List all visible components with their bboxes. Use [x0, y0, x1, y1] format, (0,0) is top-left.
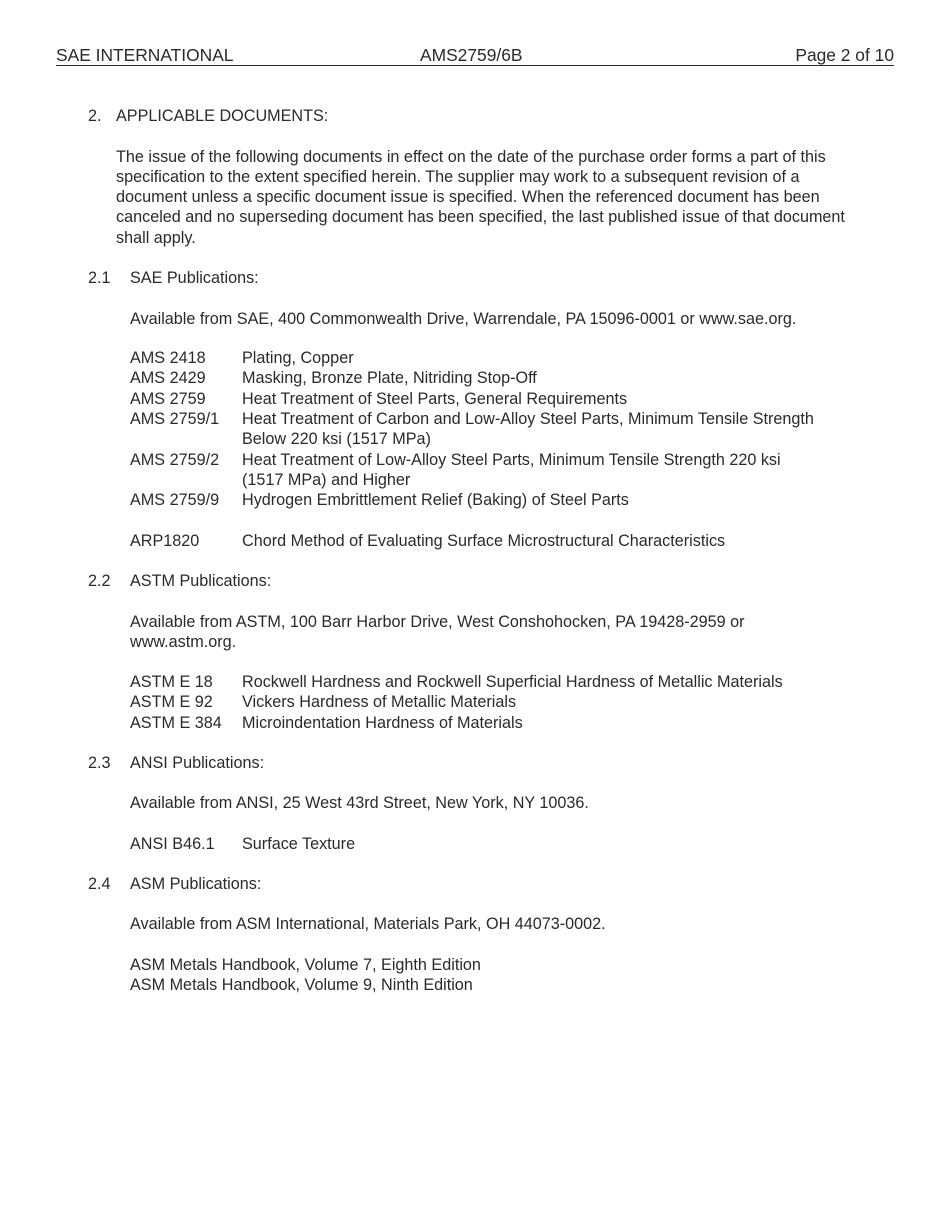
- doc-title: Hydrogen Embrittlement Relief (Baking) of Steel Parts: [242, 491, 629, 509]
- subsection-title: SAE Publications:: [130, 269, 259, 287]
- doc-title: Plating, Copper: [242, 349, 354, 367]
- doc-code: ASTM E 92: [130, 693, 213, 711]
- doc-code: AMS 2429: [130, 369, 206, 387]
- section-number: 2.: [88, 107, 102, 125]
- subsection-number: 2.4: [88, 875, 111, 893]
- doc-title: Heat Treatment of Carbon and Low-Alloy Steel Parts, Minimum Tensile Strength: [242, 410, 814, 428]
- doc-title: Chord Method of Evaluating Surface Microstructural Characteristics: [242, 532, 726, 550]
- doc-code: ANSI B46.1: [130, 835, 215, 853]
- doc-title: Heat Treatment of Low-Alloy Steel Parts, Minimum Tensile Strength 220 ksi: [242, 451, 781, 469]
- paragraph-line: The issue of the following documents in effect on the date of the purchase order forms a part of this: [116, 148, 826, 166]
- subsection-number: 2.2: [88, 572, 111, 590]
- paragraph-line: specification to the extent specified herein. The supplier may work to a subsequent revision of a: [116, 168, 800, 186]
- availability-text: Available from ANSI, 25 West 43rd Street, New York, NY 10036.: [130, 794, 589, 812]
- subsection-number: 2.1: [88, 269, 111, 287]
- doc-title: ASM Metals Handbook, Volume 7, Eighth Edition: [130, 956, 481, 974]
- doc-title: ASM Metals Handbook, Volume 9, Ninth Edition: [130, 976, 473, 994]
- availability-text: www.astm.org.: [130, 633, 237, 651]
- paragraph-line: canceled and no superseding document has been specified, the last published issue of that document: [116, 208, 845, 226]
- doc-title-continued: Below 220 ksi (1517 MPa): [242, 430, 431, 448]
- availability-text: Available from ASM International, Materials Park, OH 44073-0002.: [130, 915, 606, 933]
- paragraph-line: shall apply.: [116, 229, 196, 247]
- doc-code: ASTM E 384: [130, 714, 222, 732]
- subsection-title: ASTM Publications:: [130, 572, 272, 590]
- doc-code: AMS 2759/2: [130, 451, 220, 469]
- header-page-number: Page 2 of 10: [795, 45, 894, 65]
- availability-text: Available from SAE, 400 Commonwealth Drive, Warrendale, PA 15096-0001 or www.sae.org.: [130, 310, 797, 328]
- doc-title: Surface Texture: [242, 835, 356, 853]
- doc-code: ARP1820: [130, 532, 200, 550]
- doc-title: Heat Treatment of Steel Parts, General Requirements: [242, 390, 628, 408]
- subsection-title: ASM Publications:: [130, 875, 262, 893]
- doc-code: AMS 2759: [130, 390, 206, 408]
- subsection-number: 2.3: [88, 754, 111, 772]
- doc-code: ASTM E 18: [130, 673, 213, 691]
- header-doc-id: AMS2759/6B: [420, 45, 523, 65]
- doc-title: Rockwell Hardness and Rockwell Superficial Hardness of Metallic Materials: [242, 673, 783, 691]
- availability-text: Available from ASTM, 100 Barr Harbor Drive, West Conshohocken, PA 19428-2959 or: [130, 613, 745, 631]
- section-title: APPLICABLE DOCUMENTS:: [116, 107, 329, 125]
- doc-code: AMS 2418: [130, 349, 206, 367]
- page-header: [56, 45, 894, 66]
- doc-code: AMS 2759/1: [130, 410, 220, 428]
- doc-code: AMS 2759/9: [130, 491, 220, 509]
- subsection-title: ANSI Publications:: [130, 754, 265, 772]
- doc-title: Masking, Bronze Plate, Nitriding Stop-Off: [242, 369, 537, 387]
- paragraph-line: document unless a specific document issue is specified. When the referenced document has been: [116, 188, 820, 206]
- header-org: SAE INTERNATIONAL: [56, 45, 234, 65]
- doc-title: Microindentation Hardness of Materials: [242, 714, 523, 732]
- doc-title-continued: (1517 MPa) and Higher: [242, 471, 411, 489]
- doc-title: Vickers Hardness of Metallic Materials: [242, 693, 517, 711]
